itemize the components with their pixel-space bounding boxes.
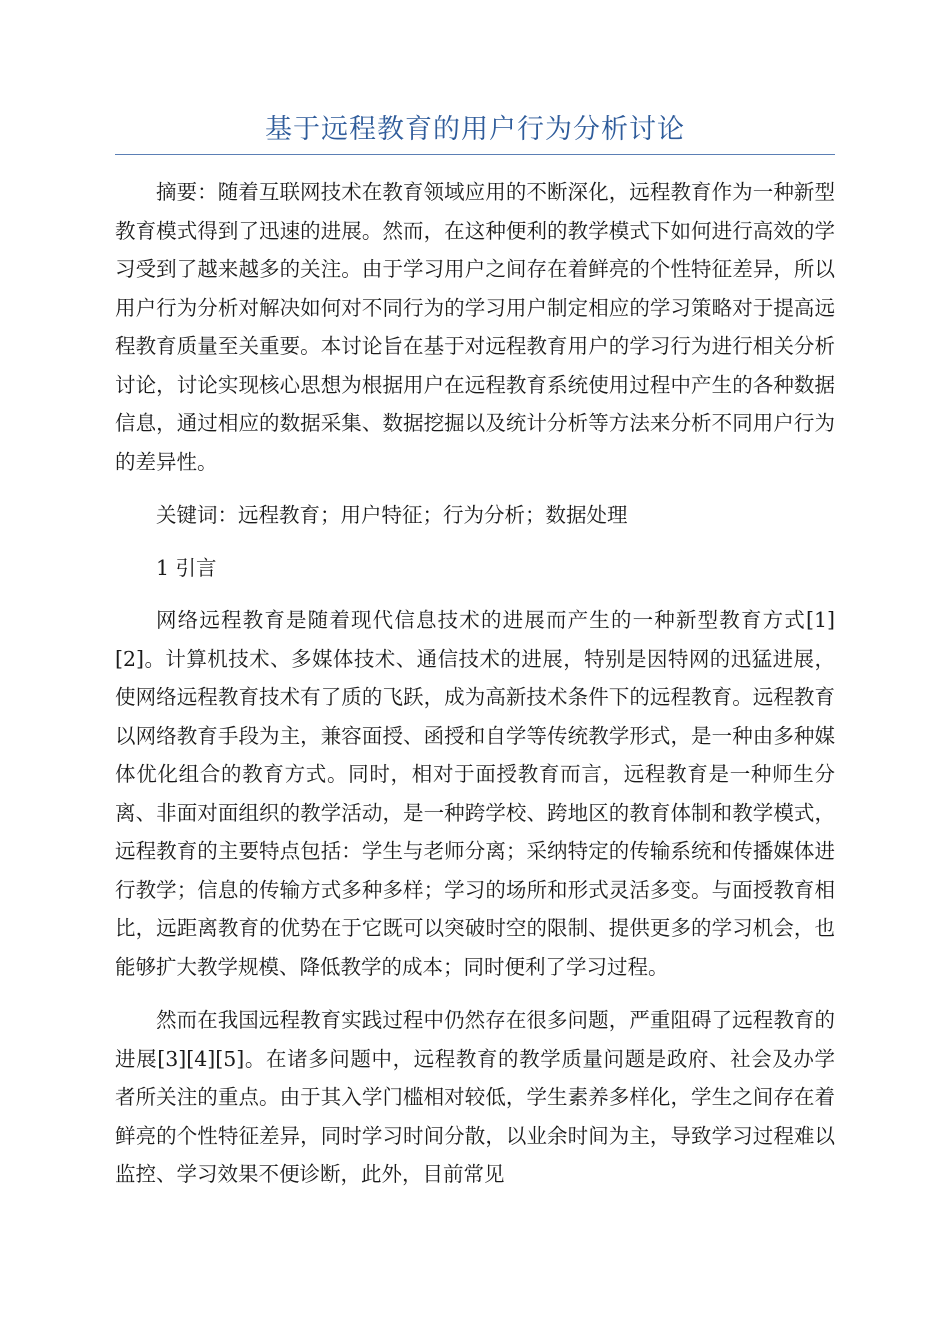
document-page — [115, 110, 835, 1209]
body-paragraph-2: 然而在我国远程教育实践过程中仍然存在很多问题，严重阻碍了远程教育的进展[3][4][5]。在诸多问题中，远程教育的教学质量问题是政府、社会及办学者所关注的重点。由于其入学门槛相对较低，学生素养多样化，学生之间存在着鲜亮的个性特征差异，同时学习时间分散，以业余时间为主，导致学习过程难以监控、学习效果不便诊断，此外，目前常见 — [115, 1008, 835, 1186]
title-underline — [115, 154, 835, 155]
body-paragraph-1: 网络远程教育是随着现代信息技术的进展而产生的一种新型教育方式[1][2]。计算机技术、多媒体技术、通信技术的进展，特别是因特网的迅猛进展，使网络远程教育技术有了质的飞跃，成为高新技术条件下的远程教育。远程教育以网络教育手段为主，兼容面授、函授和自学等传统教学形式，是一种由多种媒体优化组合的教育方式。同时，相对于面授教育而言，远程教育是一种师生分离、非面对面组织的教学活动，是一种跨学校、跨地区的教育体制和教学模式，远程教育的主要特点包括：学生与老师分离；采纳特定的传输系统和传播媒体进行教学；信息的传输方式多种多样；学习的场所和形式灵活多变。与面授教育相比，远距离教育的优势在于它既可以突破时空的限制、提供更多的学习机会，也能够扩大教学规模、降低教学的成本；同时便利了学习过程。 — [115, 608, 835, 979]
document-title: 基于远程教育的用户行为分析讨论 — [265, 114, 685, 145]
section-heading: 1 引言 — [156, 555, 217, 580]
keywords-line: 关键词：远程教育；用户特征；行为分析；数据处理 — [156, 503, 628, 527]
abstract-paragraph: 摘要：随着互联网技术在教育领域应用的不断深化，远程教育作为一种新型教育模式得到了迅速的进展。然而，在这种便利的教学模式下如何进行高效的学习受到了越来越多的关注。由于学习用户之间存在着鲜亮的个性特征差异，所以用户行为分析对解决如何对不同行为的学习用户制定相应的学习策略对于提高远程教育质量至关重要。本讨论旨在基于对远程教育用户的学习行为进行相关分析讨论，讨论实现核心思想为根据用户在远程教育系统使用过程中产生的各种数据信息，通过相应的数据采集、数据挖掘以及统计分析等方法来分析不同用户行为的差异性。 — [115, 180, 835, 474]
